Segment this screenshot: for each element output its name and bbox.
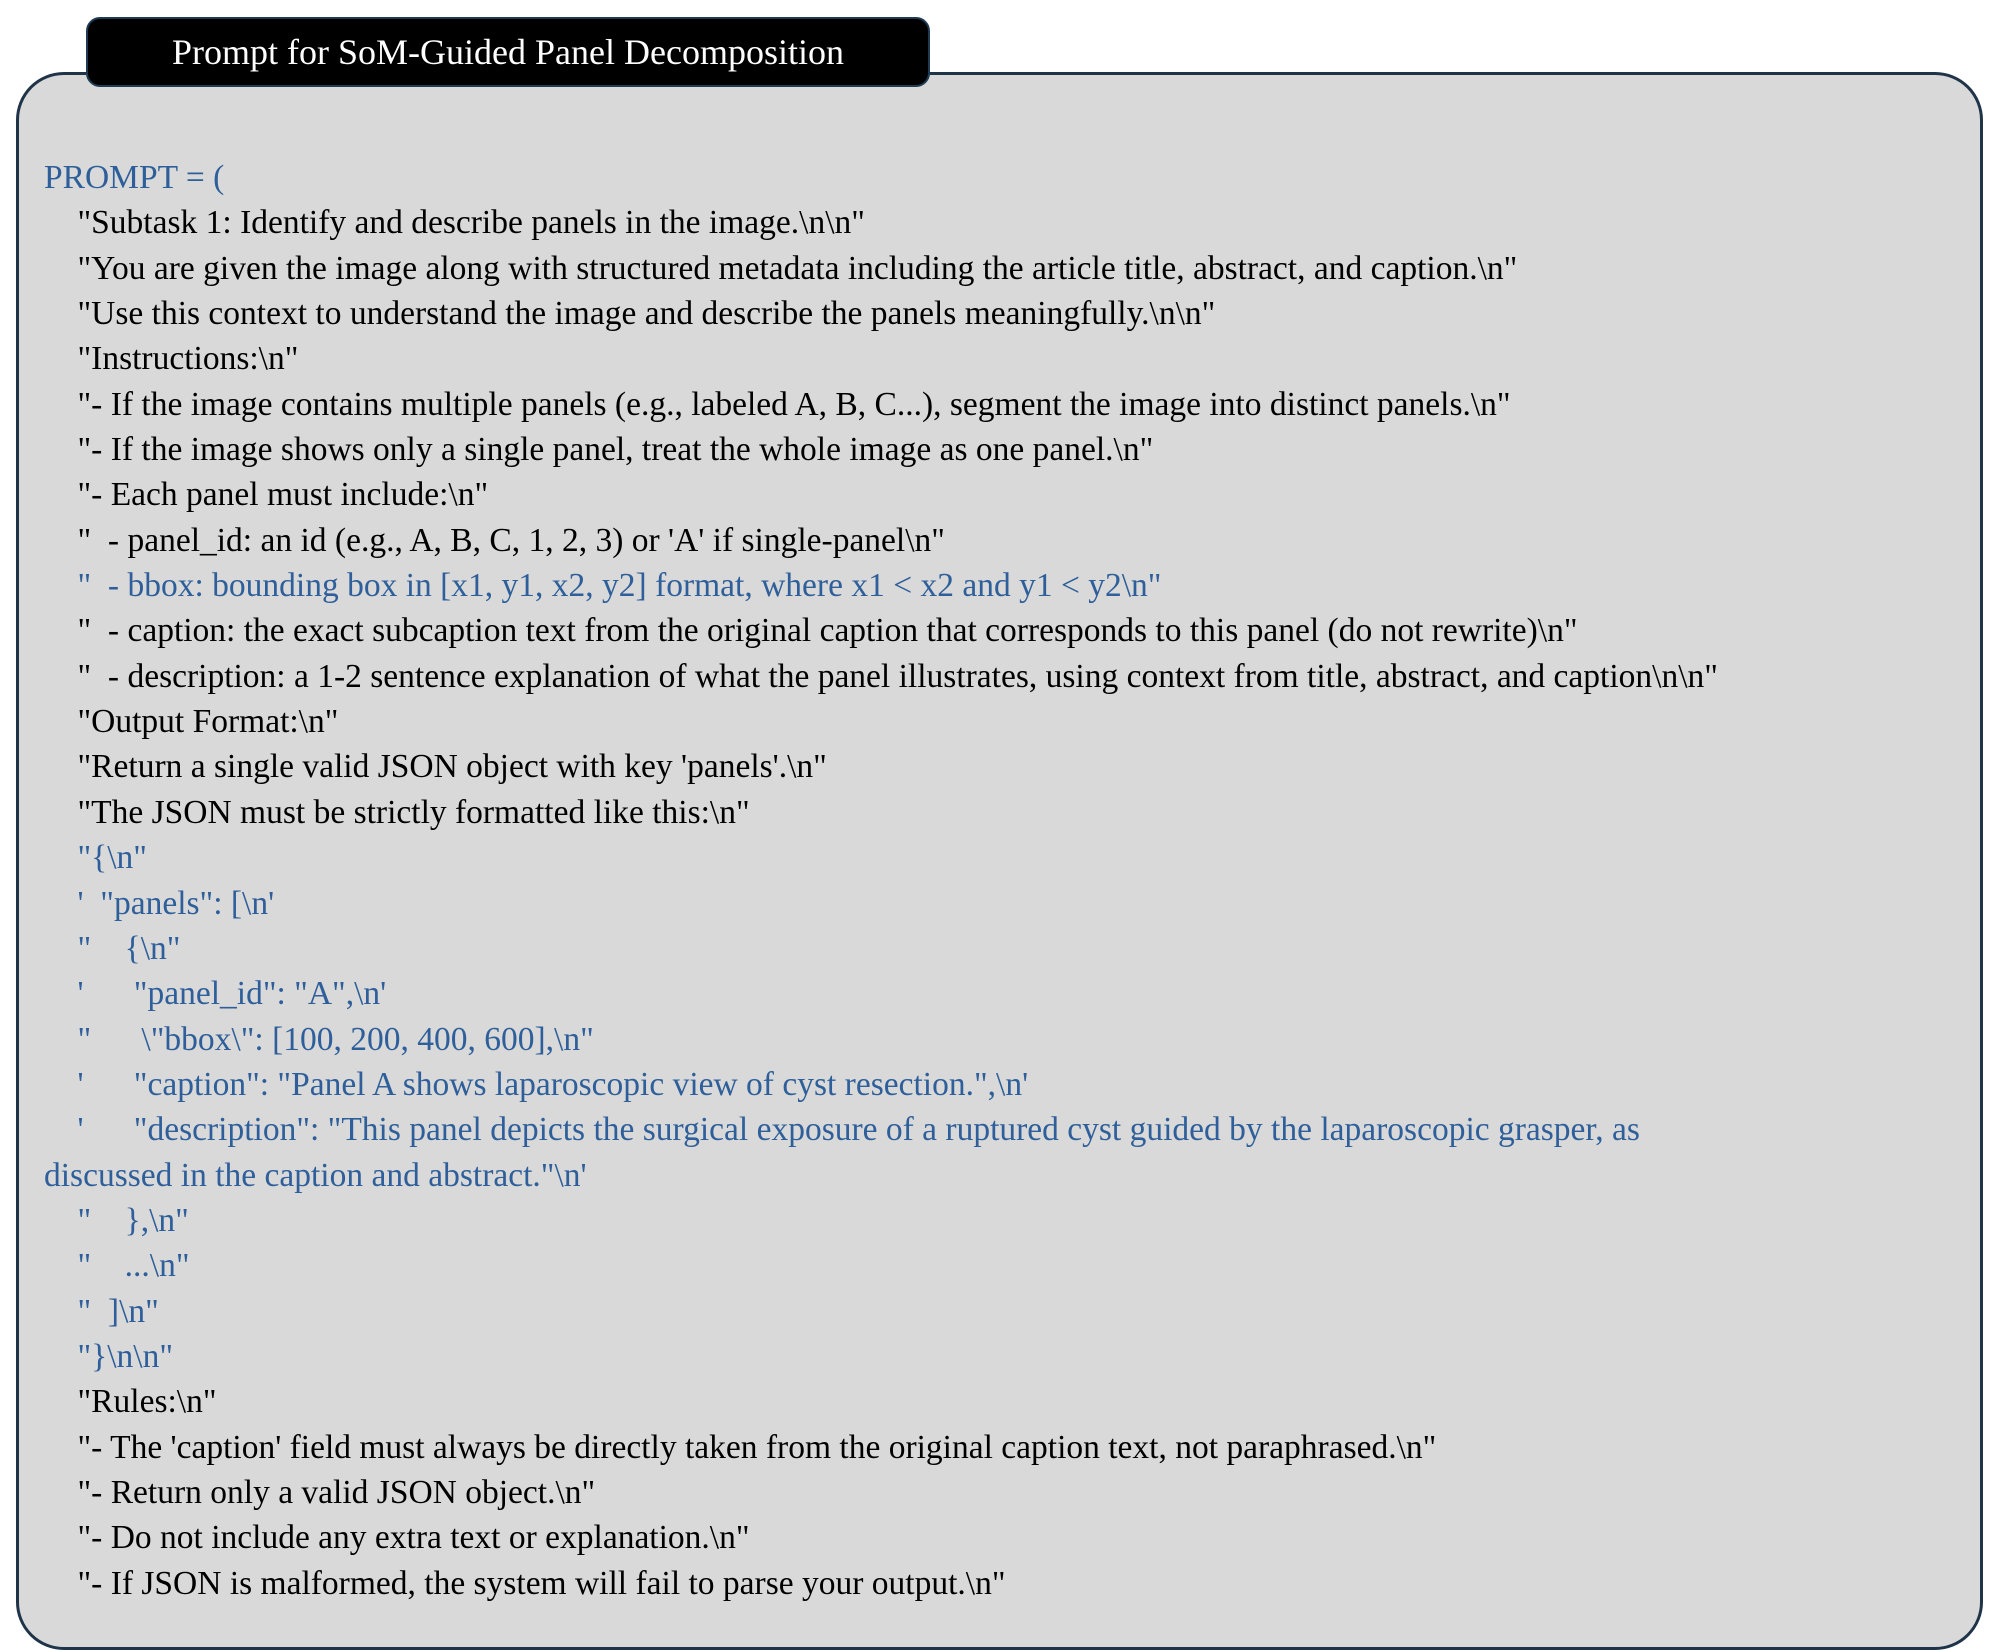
prompt-line: " \"bbox\": [100, 200, 400, 600],\n" (44, 1020, 594, 1058)
prompt-line: "Output Format:\n" (44, 703, 339, 741)
prompt-line: "Subtask 1: Identify and describe panels in the image.\n\n" (44, 204, 865, 242)
prompt-line: "Instructions:\n" (44, 340, 299, 378)
prompt-line: "The JSON must be strictly formatted like this:\n" (44, 793, 750, 831)
prompt-line: "}\n\n" (44, 1337, 174, 1375)
prompt-line: ' "description": "This panel depicts the surgical exposure of a ruptured cyst guided by the laparoscopic grasper, as (44, 1111, 1640, 1149)
prompt-line: " - panel_id: an id (e.g., A, B, C, 1, 2, 3) or 'A' if single-panel\n" (44, 521, 945, 559)
prompt-line: "- If JSON is malformed, the system will fail to parse your output.\n" (44, 1564, 1006, 1602)
prompt-line: discussed in the caption and abstract."\n' (44, 1156, 587, 1194)
prompt-line: ' "panels": [\n' (44, 884, 275, 922)
prompt-line: " - bbox: bounding box in [x1, y1, x2, y2] format, where x1 < x2 and y1 < y2\n" (44, 567, 1162, 605)
prompt-line: "- Each panel must include:\n" (44, 476, 489, 514)
prompt-line: ' "panel_id": "A",\n' (44, 975, 387, 1013)
prompt-line: "- If the image contains multiple panels (e.g., labeled A, B, C...), segment the image into distinct panels.\n" (44, 385, 1511, 423)
prompt-line: " },\n" (44, 1201, 189, 1239)
title-tab (86, 17, 930, 87)
prompt-line: "- If the image shows only a single panel, treat the whole image as one panel.\n" (44, 431, 1154, 469)
prompt-line: " ]\n" (44, 1292, 159, 1330)
prompt-text-block (44, 155, 1964, 1606)
prompt-line: "Rules:\n" (44, 1383, 217, 1421)
prompt-line: "Use this context to understand the image and describe the panels meaningfully.\n\n" (44, 295, 1216, 333)
prompt-line: "{\n" (44, 839, 147, 877)
prompt-line: "- The 'caption' field must always be directly taken from the original caption text, not paraphrased.\n" (44, 1428, 1437, 1466)
prompt-line: ' "caption": "Panel A shows laparoscopic view of cyst resection.",\n' (44, 1065, 1029, 1103)
prompt-line: "You are given the image along with structured metadata including the article title, abstract, and caption.\n" (44, 249, 1518, 287)
title-text: Prompt for SoM-Guided Panel Decomposition (172, 32, 844, 72)
prompt-line: " - description: a 1-2 sentence explanation of what the panel illustrates, using context from title, abstract, and caption\n\n" (44, 657, 1718, 695)
prompt-line: " {\n" (44, 929, 181, 967)
prompt-line: "Return a single valid JSON object with key 'panels'.\n" (44, 748, 827, 786)
prompt-line: " ...\n" (44, 1247, 190, 1285)
prompt-line: "- Return only a valid JSON object.\n" (44, 1473, 596, 1511)
prompt-line: " - caption: the exact subcaption text from the original caption that corresponds to this panel (do not rewrite)\n" (44, 612, 1578, 650)
prompt-line: PROMPT = ( (44, 159, 225, 196)
prompt-line: "- Do not include any extra text or explanation.\n" (44, 1519, 750, 1557)
